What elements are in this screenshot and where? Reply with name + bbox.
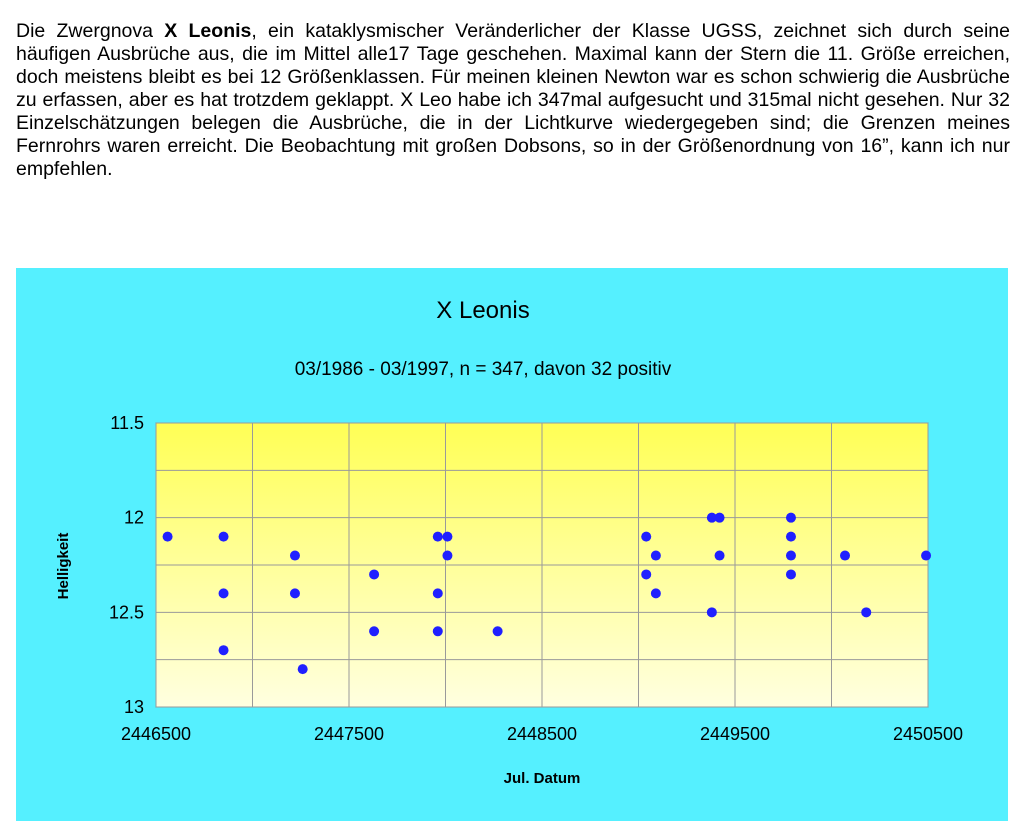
light-curve-chart bbox=[16, 268, 1008, 821]
x-tick-label: 2448500 bbox=[506, 724, 578, 744]
data-point-15 bbox=[641, 532, 651, 542]
data-point-20 bbox=[715, 513, 725, 523]
y-tick-label: 11.5 bbox=[110, 413, 144, 433]
data-point-18 bbox=[651, 588, 661, 598]
data-point-29 bbox=[921, 551, 931, 561]
data-point-27 bbox=[840, 551, 850, 561]
data-point-5 bbox=[290, 588, 300, 598]
data-point-6 bbox=[298, 664, 308, 674]
y-axis-label: Helligkeit bbox=[55, 532, 72, 600]
y-tick-label: 13 bbox=[123, 697, 144, 717]
data-point-28 bbox=[861, 607, 871, 617]
y-tick-label: 12.5 bbox=[108, 602, 144, 623]
intro-text-1: Die Zwergnova bbox=[16, 20, 165, 42]
x-tick-label: 2449500 bbox=[699, 724, 771, 744]
data-point-24 bbox=[786, 532, 796, 542]
data-point-10 bbox=[442, 532, 452, 542]
data-point-8 bbox=[369, 626, 379, 636]
y-axis-ticks bbox=[109, 413, 144, 717]
data-point-12 bbox=[433, 588, 443, 598]
chart-panel bbox=[16, 268, 1008, 821]
data-point-0 bbox=[163, 532, 173, 542]
data-point-23 bbox=[786, 513, 796, 523]
data-point-21 bbox=[715, 551, 725, 561]
data-point-1 bbox=[219, 532, 229, 542]
data-point-22 bbox=[707, 607, 717, 617]
intro-text-2: , ein kataklysmischer Veränderlicher der Klasse UGSS, zeichnet sich durch seine häufigen Ausbrüche aus, die im Mittel alle17 Tage geschehen. Maximal kann der Stern die 11. Größe erreichen, doch meistens bleibt es bei 12 Größenklassen. Für meinen kleinen Newton war es schon schwierig die Ausbrüche zu erfassen, aber es hat trotzdem geklappt. X Leo habe ich 347mal aufgesucht und 315mal nicht gesehen. Nur 32 Einzelschätzungen belegen die Ausbrüche, die in der Lichtkurve wiedergegeben sind; die Grenzen meines Fernrohrs waren erreicht. Die Beobachtung mit großen Dobsons, so in der Größenordnung von 16”, kann ich nur empfehlen. bbox=[16, 20, 1010, 180]
x-tick-label: 2450500 bbox=[892, 724, 964, 744]
chart-subtitle: 03/1986 - 03/1997, n = 347, davon 32 positiv bbox=[294, 359, 672, 380]
star-name: X Leonis bbox=[164, 20, 252, 42]
data-point-13 bbox=[433, 626, 443, 636]
x-axis-label: Jul. Datum bbox=[503, 770, 581, 787]
data-point-3 bbox=[219, 645, 229, 655]
data-point-7 bbox=[369, 569, 379, 579]
data-point-14 bbox=[493, 626, 503, 636]
data-point-25 bbox=[786, 551, 796, 561]
x-axis-ticks bbox=[121, 724, 963, 744]
data-point-11 bbox=[442, 551, 452, 561]
data-point-9 bbox=[433, 532, 443, 542]
data-point-26 bbox=[786, 569, 796, 579]
y-tick-label: 12 bbox=[123, 507, 144, 528]
data-point-17 bbox=[641, 569, 651, 579]
data-point-2 bbox=[219, 588, 229, 598]
data-point-16 bbox=[651, 551, 661, 561]
data-point-4 bbox=[290, 551, 300, 561]
chart-title: X Leonis bbox=[436, 297, 530, 324]
intro-paragraph bbox=[16, 20, 1010, 181]
x-tick-label: 2446500 bbox=[120, 724, 192, 744]
x-tick-label: 2447500 bbox=[313, 724, 385, 744]
